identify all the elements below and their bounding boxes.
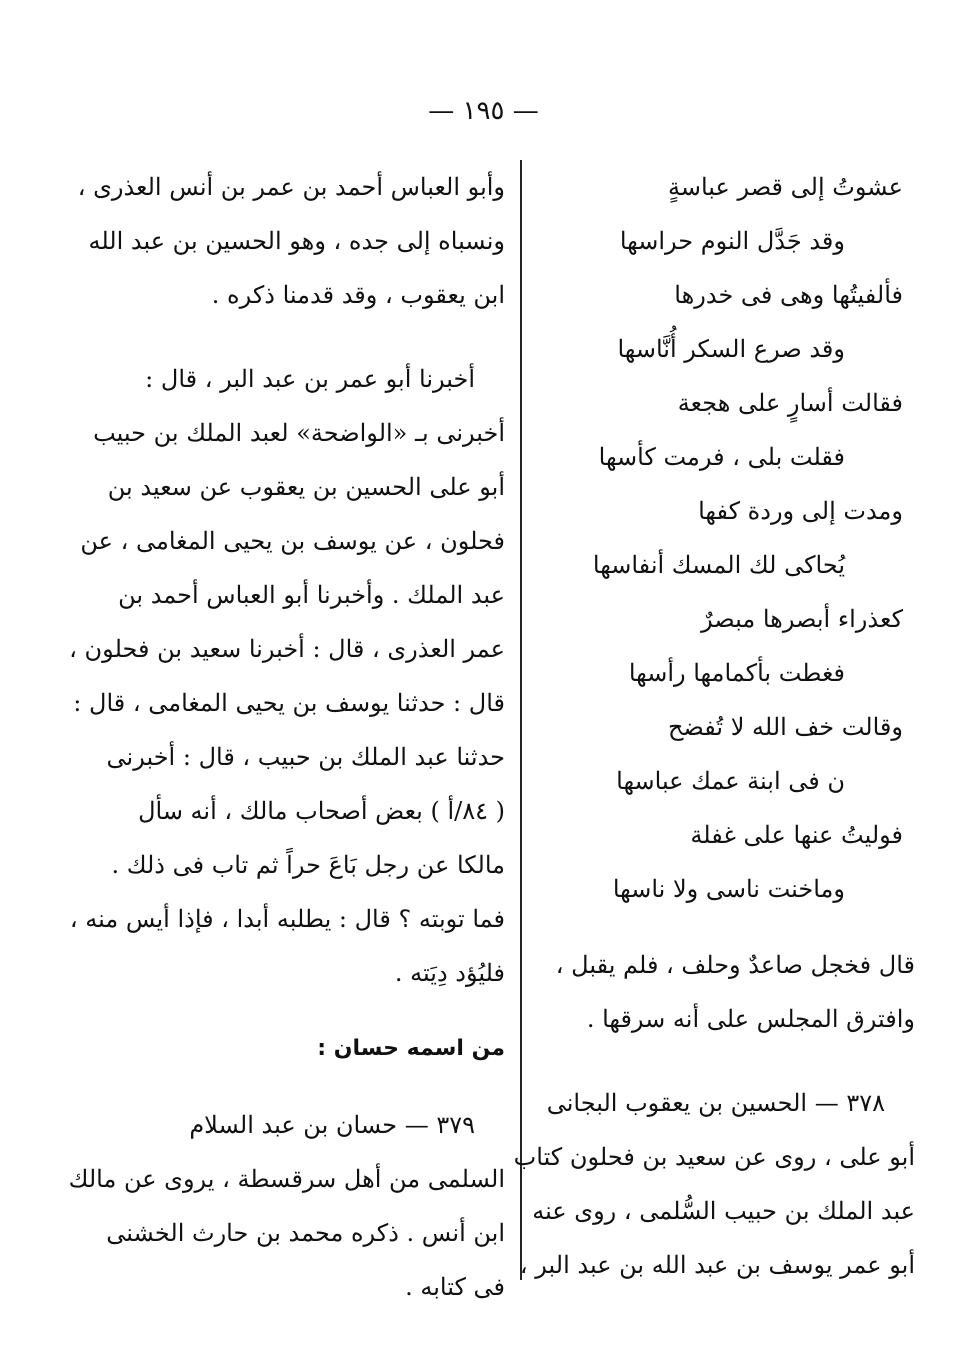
column-divider xyxy=(520,160,522,1280)
prose-line: قال : حدثنا يوسف بن يحيى المغامى ، قال : xyxy=(73,689,505,717)
prose-line: فحلون ، عن يوسف بن يحيى المغامى ، عن xyxy=(80,527,505,555)
prose-line: مالكا عن رجل بَاعَ حراً ثم تاب فى ذلك . xyxy=(111,851,505,879)
prose-line: أخبرنا أبو عمر بن عبد البر ، قال : xyxy=(145,365,475,393)
prose-line: ابن يعقوب ، وقد قدمنا ذكره . xyxy=(211,281,505,309)
poem-line: يُحاكى لك المسك أنفاسها xyxy=(592,551,845,579)
entry-379-title: ٣٧٩ — حسان بن عبد السلام xyxy=(189,1111,475,1139)
poem-line: ن فى ابنة عمك عباسها xyxy=(616,767,845,795)
poem-line: فغطت بأكمامها رأسها xyxy=(628,659,845,687)
prose-line: ابن أنس . ذكره محمد بن حارث الخشنى xyxy=(106,1219,505,1247)
poem-line: فألفيتُها وهى فى خدرها xyxy=(674,281,903,309)
prose-line: أخبرنى بـ «الواضحة» لعبد الملك بن حبيب xyxy=(93,419,505,447)
prose-line: أبو عمر يوسف بن عبد الله بن عبد البر ، xyxy=(519,1251,915,1279)
right-column xyxy=(513,160,915,1292)
prose-line: السلمى من أهل سرقسطة ، يروى عن مالك xyxy=(68,1165,505,1193)
poem-line: عشوتُ إلى قصر عباسةٍ xyxy=(668,173,903,201)
prose-line: ونسباه إلى جده ، وهو الحسين بن عبد الله xyxy=(88,227,505,255)
poem-line: وقد صرع السكر أُنَّاسها xyxy=(617,335,845,363)
prose-line: فليُؤد دِيَته . xyxy=(394,959,505,987)
poem-line: وقد جَدَّل النوم حراسها xyxy=(619,227,845,255)
poem-line: ومدت إلى وردة كفها xyxy=(698,497,903,525)
poem-line: كعذراء أبصرها مبصرٌ xyxy=(701,605,903,633)
prose-line: أبو على الحسين بن يعقوب عن سعيد بن xyxy=(107,473,505,501)
prose-line: حدثنا عبد الملك بن حبيب ، قال : أخبرنى xyxy=(106,743,505,771)
prose-line: عبد الملك بن حبيب السُّلمى ، روى عنه xyxy=(532,1197,915,1225)
poem-line: فقلت بلى ، فرمت كأسها xyxy=(598,443,845,471)
poem-line: وماخنت ناسى ولا ناسها xyxy=(612,875,845,903)
prose-line: ( ٨٤/أ ) بعض أصحاب مالك ، أنه سأل xyxy=(138,797,505,825)
prose-line: فما توبته ؟ قال : يطلبه أبدا ، فإذا أيس منه ، xyxy=(69,905,505,933)
prose-line: فى كتابه . xyxy=(405,1273,505,1301)
poem-line: فوليتُ عنها على غفلة xyxy=(690,821,903,849)
poem-line: وقالت خف الله لا تُفضح xyxy=(667,713,903,741)
page-number: — ١٩٥ — xyxy=(428,96,539,126)
prose-line: وأبو العباس أحمد بن عمر بن أنس العذرى ، xyxy=(77,173,505,201)
entry-378-title: ٣٧٨ — الحسين بن يعقوب البجانى xyxy=(546,1089,885,1117)
left-column xyxy=(68,160,505,1314)
prose-line: أبو على ، روى عن سعيد بن فحلون كتاب xyxy=(513,1143,915,1171)
section-heading: من اسمه حسان : xyxy=(317,1036,505,1061)
prose-line: وافترق المجلس على أنه سرقها . xyxy=(586,1005,915,1033)
prose-line: قال فخجل صاعدٌ وحلف ، فلم يقبل ، xyxy=(555,951,915,979)
prose-line: عبد الملك . وأخبرنا أبو العباس أحمد بن xyxy=(118,581,505,609)
poem-line: فقالت أسارٍ على هجعة xyxy=(677,389,903,417)
prose-line: عمر العذرى ، قال : أخبرنا سعيد بن فحلون ، xyxy=(69,635,505,663)
